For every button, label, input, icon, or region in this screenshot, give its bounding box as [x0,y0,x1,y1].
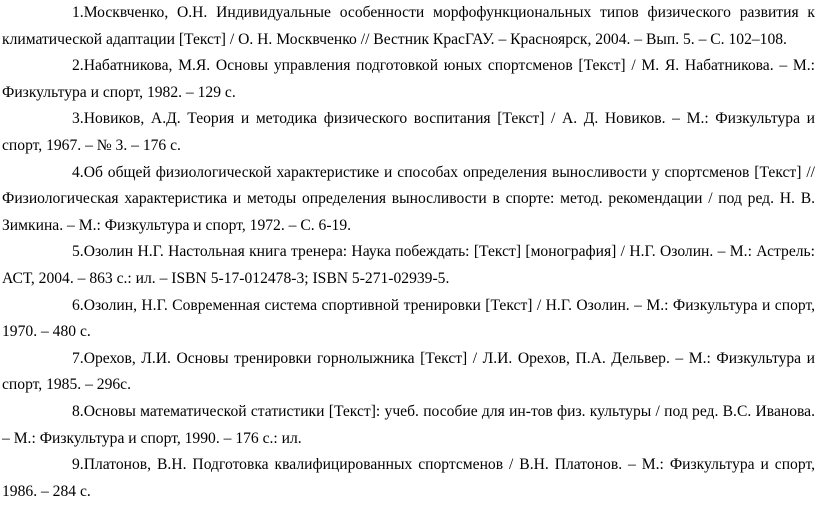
reference-number: 4. [72,163,84,181]
reference-list [2,0,815,505]
reference-text: Орехов, Л.И. Основы тренировки горнолыжника [Текст] / Л.И. Орехов, П.А. Дельвер. – М.: Физкультура и спорт, 1985. – 296с. [2,349,815,394]
reference-item-3 [2,106,815,159]
reference-number: 7. [72,349,84,367]
reference-text: Москвченко, О.Н. Индивидуальные особенности морфофункциональных типов физического развития к климатической адаптации [Текст] / О. Н. Москвченко // Вестник КрасГАУ. – Красноярск, 2004. – Вып. 5. – С. 102–108. [2,4,815,48]
reference-item-2 [2,53,815,106]
reference-number: 3. [72,110,84,128]
reference-item-8 [2,399,815,452]
reference-item-6 [2,293,815,346]
reference-text: Об общей физиологической характеристике и способах определения выносливости у спортсменов [Текст] // Физиологическая характеристика и методы определения выносливости в спорте: метод. рекомендации / под ред. Н. В. Зимкина. – М.: Физкультура и спорт, 1972. – С. 6-19. [2,163,815,234]
reference-number: 5. [72,243,84,261]
reference-item-1 [2,0,815,53]
reference-item-4 [2,160,815,240]
reference-number: 8. [72,402,84,420]
reference-number: 9. [72,456,84,474]
reference-number: 2. [72,57,84,75]
reference-text: Новиков, А.Д. Теория и методика физического воспитания [Текст] / А. Д. Новиков. – М.: Физкультура и спорт, 1967. – № 3. – 176 с. [2,110,815,154]
reference-item-9 [2,452,815,505]
reference-text: Озолин Н.Г. Настольная книга тренера: Наука побеждать: [Текст] [монография] / Н.Г. Озолин. – М.: Астрель: АСТ, 2004. – 863 с.: ил. – ISBN 5-17-012478-3; ISBN 5-271-02939-5. [2,243,815,287]
reference-text: Основы математической статистики [Текст]: учеб. пособие для ин-тов физ. культуры / под ред. В.С. Иванова. – М.: Физкультура и спорт, 1990. – 176 с.: ил. [2,402,815,447]
reference-text: Набатникова, М.Я. Основы управления подготовкой юных спортсменов [Текст] / М. Я. Набатникова. – М.: Физкультура и спорт, 1982. – 129 с. [2,57,815,101]
reference-number: 1. [72,4,84,21]
reference-number: 6. [72,296,84,314]
reference-text: Платонов, В.Н. Подготовка квалифицированных спортсменов / В.Н. Платонов. – М.: Физкультура и спорт, 1986. – 284 с. [2,456,815,500]
reference-item-5 [2,239,815,292]
reference-text: Озолин, Н.Г. Современная система спортивной тренировки [Текст] / Н.Г. Озолин. – М.: Физкультура и спорт, 1970. – 480 с. [2,296,815,341]
reference-item-7 [2,346,815,399]
